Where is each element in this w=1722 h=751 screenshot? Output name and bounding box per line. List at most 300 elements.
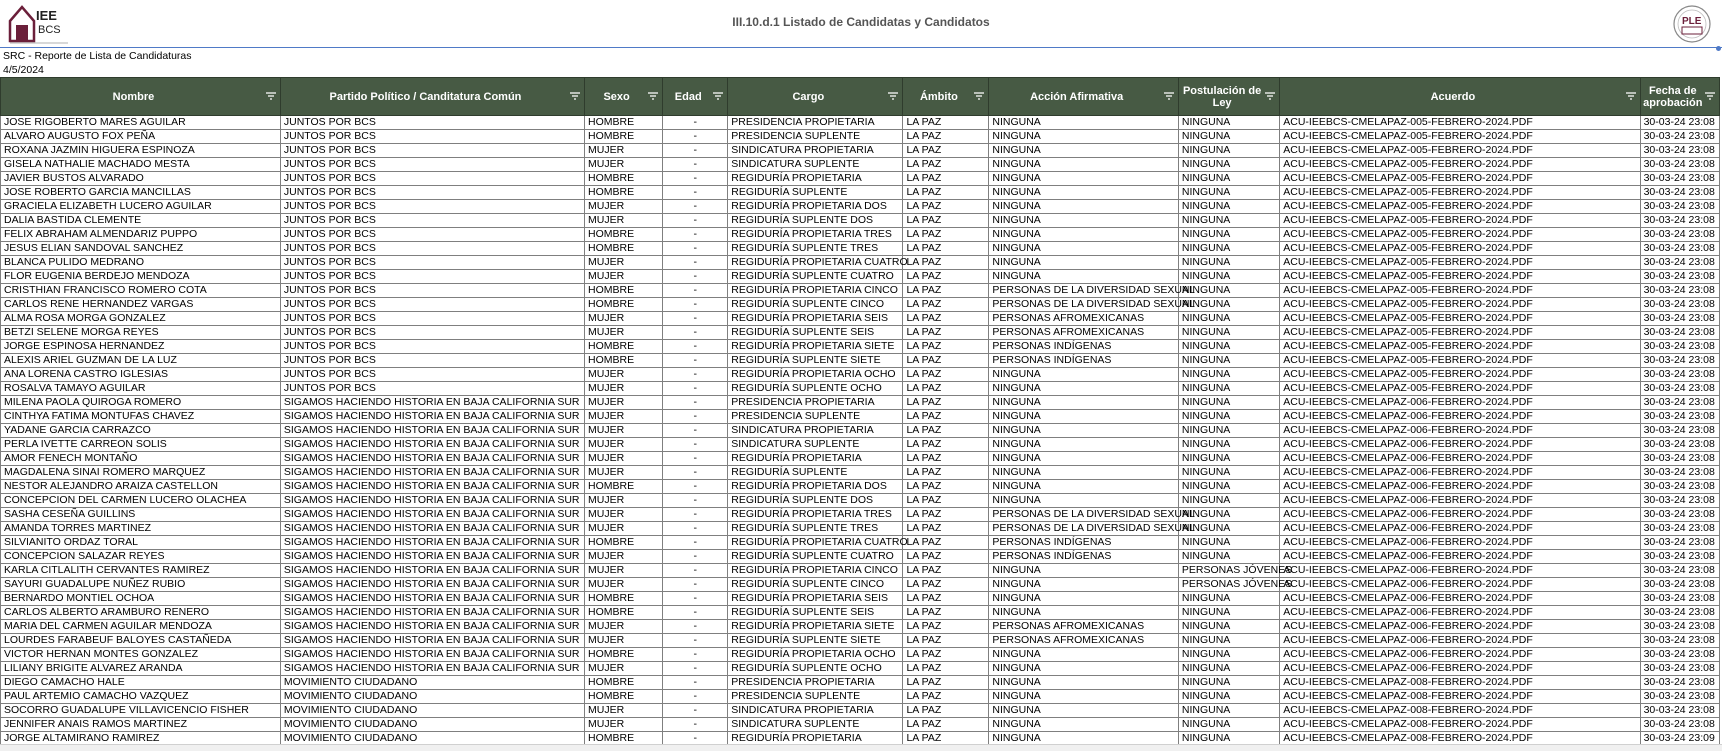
cell-cargo: PRESIDENCIA PROPIETARIA [728, 396, 903, 410]
cell-acuerdo: ACU-IEEBCS-CMELAPAZ-006-FEBRERO-2024.PDF [1280, 480, 1640, 494]
cell-ambito: LA PAZ [903, 312, 989, 326]
cell-accion-afirmativa: NINGUNA [989, 732, 1179, 746]
table-row [1, 550, 1720, 564]
cell-edad: - [663, 550, 728, 564]
cell-accion-afirmativa: NINGUNA [989, 704, 1179, 718]
cell-partido: SIGAMOS HACIENDO HISTORIA EN BAJA CALIFORNIA SUR [280, 564, 584, 578]
column-header-label: Edad [674, 90, 702, 103]
cell-fecha: 30-03-24 23:08 [1640, 564, 1719, 578]
cell-accion-afirmativa: NINGUNA [989, 410, 1179, 424]
cell-sexo: MUJER [585, 256, 663, 270]
cell-partido: SIGAMOS HACIENDO HISTORIA EN BAJA CALIFORNIA SUR [280, 508, 584, 522]
table-row [1, 690, 1720, 704]
cell-cargo: REGIDURÍA PROPIETARIA SEIS [728, 312, 903, 326]
cell-postulacion: NINGUNA [1178, 662, 1279, 676]
cell-fecha: 30-03-24 23:08 [1640, 620, 1719, 634]
cell-ambito: LA PAZ [903, 228, 989, 242]
cell-fecha: 30-03-24 23:08 [1640, 522, 1719, 536]
cell-sexo: MUJER [585, 410, 663, 424]
cell-acuerdo: ACU-IEEBCS-CMELAPAZ-005-FEBRERO-2024.PDF [1280, 214, 1640, 228]
cell-fecha: 30-03-24 23:08 [1640, 466, 1719, 480]
cell-nombre: PAUL ARTEMIO CAMACHO VAZQUEZ [1, 690, 281, 704]
cell-acuerdo: ACU-IEEBCS-CMELAPAZ-006-FEBRERO-2024.PDF [1280, 396, 1640, 410]
cell-ambito: LA PAZ [903, 732, 989, 746]
cell-edad: - [663, 690, 728, 704]
column-header-label: Nombre [112, 90, 155, 103]
cell-sexo: MUJER [585, 158, 663, 172]
cell-sexo: HOMBRE [585, 186, 663, 200]
cell-accion-afirmativa: PERSONAS DE LA DIVERSIDAD SEXUAL [989, 298, 1179, 312]
cell-accion-afirmativa: NINGUNA [989, 648, 1179, 662]
cell-accion-afirmativa: NINGUNA [989, 690, 1179, 704]
cell-partido: MOVIMIENTO CIUDADANO [280, 718, 584, 732]
cell-cargo: REGIDURÍA PROPIETARIA SIETE [728, 620, 903, 634]
cell-edad: - [663, 158, 728, 172]
cell-edad: - [663, 466, 728, 480]
cell-postulacion: NINGUNA [1178, 172, 1279, 186]
table-row [1, 312, 1720, 326]
cell-cargo: REGIDURÍA PROPIETARIA SEIS [728, 592, 903, 606]
cell-partido: JUNTOS POR BCS [280, 326, 584, 340]
cell-ambito: LA PAZ [903, 564, 989, 578]
cell-partido: JUNTOS POR BCS [280, 340, 584, 354]
cell-acuerdo: ACU-IEEBCS-CMELAPAZ-005-FEBRERO-2024.PDF [1280, 242, 1640, 256]
column-header-label: Cargo [792, 90, 825, 103]
cell-accion-afirmativa: PERSONAS INDÍGENAS [989, 550, 1179, 564]
cell-postulacion: NINGUNA [1178, 158, 1279, 172]
cell-partido: JUNTOS POR BCS [280, 186, 584, 200]
cell-acuerdo: ACU-IEEBCS-CMELAPAZ-005-FEBRERO-2024.PDF [1280, 368, 1640, 382]
cell-partido: MOVIMIENTO CIUDADANO [280, 704, 584, 718]
cell-accion-afirmativa: PERSONAS DE LA DIVERSIDAD SEXUAL [989, 522, 1179, 536]
column-header-acuerdo[interactable] [1280, 78, 1640, 116]
cell-acuerdo: ACU-IEEBCS-CMELAPAZ-006-FEBRERO-2024.PDF [1280, 620, 1640, 634]
cell-edad: - [663, 438, 728, 452]
page-title: III.10.d.1 Listado de Candidatas y Candidatos [732, 15, 990, 29]
cell-postulacion: NINGUNA [1178, 368, 1279, 382]
cell-postulacion: NINGUNA [1178, 508, 1279, 522]
cell-nombre: PERLA IVETTE CARREON SOLIS [1, 438, 281, 452]
cell-acuerdo: ACU-IEEBCS-CMELAPAZ-005-FEBRERO-2024.PDF [1280, 186, 1640, 200]
cell-acuerdo: ACU-IEEBCS-CMELAPAZ-008-FEBRERO-2024.PDF [1280, 676, 1640, 690]
cell-fecha: 30-03-24 23:08 [1640, 452, 1719, 466]
cell-edad: - [663, 172, 728, 186]
cell-edad: - [663, 620, 728, 634]
table-row [1, 648, 1720, 662]
cell-cargo: REGIDURÍA SUPLENTE SIETE [728, 634, 903, 648]
cell-nombre: SILVIANITO ORDAZ TORAL [1, 536, 281, 550]
cell-nombre: AMANDA TORRES MARTINEZ [1, 522, 281, 536]
cell-acuerdo: ACU-IEEBCS-CMELAPAZ-005-FEBRERO-2024.PDF [1280, 228, 1640, 242]
column-header-fecha[interactable] [1640, 78, 1719, 116]
cell-accion-afirmativa: NINGUNA [989, 144, 1179, 158]
cell-nombre: JENNIFER ANAIS RAMOS MARTINEZ [1, 718, 281, 732]
report-date: 4/5/2024 [3, 64, 44, 76]
table-row [1, 606, 1720, 620]
cell-ambito: LA PAZ [903, 452, 989, 466]
cell-postulacion: NINGUNA [1178, 256, 1279, 270]
cell-acuerdo: ACU-IEEBCS-CMELAPAZ-006-FEBRERO-2024.PDF [1280, 578, 1640, 592]
cell-fecha: 30-03-24 23:08 [1640, 186, 1719, 200]
filter-icon[interactable] [713, 92, 723, 100]
cell-cargo: REGIDURÍA SUPLENTE SEIS [728, 606, 903, 620]
cell-postulacion: NINGUNA [1178, 592, 1279, 606]
cell-postulacion: NINGUNA [1178, 606, 1279, 620]
table-row [1, 382, 1720, 396]
cell-partido: SIGAMOS HACIENDO HISTORIA EN BAJA CALIFORNIA SUR [280, 648, 584, 662]
cell-edad: - [663, 452, 728, 466]
filter-icon[interactable] [1705, 92, 1715, 100]
cell-nombre: JOSE ROBERTO GARCIA MANCILLAS [1, 186, 281, 200]
cell-partido: SIGAMOS HACIENDO HISTORIA EN BAJA CALIFORNIA SUR [280, 592, 584, 606]
cell-accion-afirmativa: NINGUNA [989, 592, 1179, 606]
cell-edad: - [663, 564, 728, 578]
cell-sexo: HOMBRE [585, 242, 663, 256]
table-row [1, 508, 1720, 522]
cell-ambito: LA PAZ [903, 172, 989, 186]
cell-acuerdo: ACU-IEEBCS-CMELAPAZ-006-FEBRERO-2024.PDF [1280, 410, 1640, 424]
cell-sexo: HOMBRE [585, 676, 663, 690]
column-header-accion-afirmativa[interactable] [989, 78, 1179, 116]
cell-cargo: REGIDURÍA SUPLENTE SEIS [728, 326, 903, 340]
table-row [1, 634, 1720, 648]
cell-partido: JUNTOS POR BCS [280, 298, 584, 312]
cell-sexo: MUJER [585, 396, 663, 410]
cell-edad: - [663, 382, 728, 396]
cell-nombre: DIEGO CAMACHO HALE [1, 676, 281, 690]
cell-partido: SIGAMOS HACIENDO HISTORIA EN BAJA CALIFORNIA SUR [280, 494, 584, 508]
filter-icon[interactable] [648, 92, 658, 100]
table-row [1, 214, 1720, 228]
cell-nombre: SAYURI GUADALUPE NUÑEZ RUBIO [1, 578, 281, 592]
ple-seal-logo [1668, 4, 1716, 44]
cell-partido: JUNTOS POR BCS [280, 228, 584, 242]
cell-accion-afirmativa: NINGUNA [989, 494, 1179, 508]
cell-edad: - [663, 200, 728, 214]
cell-edad: - [663, 676, 728, 690]
cell-nombre: GISELA NATHALIE MACHADO MESTA [1, 158, 281, 172]
cell-accion-afirmativa: NINGUNA [989, 116, 1179, 130]
table-row [1, 340, 1720, 354]
cell-postulacion: NINGUNA [1178, 634, 1279, 648]
cell-accion-afirmativa: NINGUNA [989, 368, 1179, 382]
column-header-ambito[interactable] [903, 78, 989, 116]
cell-sexo: MUJER [585, 662, 663, 676]
cell-fecha: 30-03-24 23:08 [1640, 662, 1719, 676]
cell-cargo: SINDICATURA PROPIETARIA [728, 704, 903, 718]
cell-sexo: MUJER [585, 634, 663, 648]
report-subtitle: SRC - Reporte de Lista de Candidaturas [3, 50, 192, 62]
cell-acuerdo: ACU-IEEBCS-CMELAPAZ-006-FEBRERO-2024.PDF [1280, 564, 1640, 578]
cell-cargo: REGIDURÍA SUPLENTE CUATRO [728, 270, 903, 284]
cell-ambito: LA PAZ [903, 382, 989, 396]
cell-cargo: REGIDURÍA SUPLENTE SIETE [728, 354, 903, 368]
cell-nombre: LILIANY BRIGITE ALVAREZ ARANDA [1, 662, 281, 676]
cell-postulacion: NINGUNA [1178, 452, 1279, 466]
cell-postulacion: NINGUNA [1178, 466, 1279, 480]
table-row [1, 298, 1720, 312]
table-header-row [1, 78, 1720, 116]
cell-cargo: SINDICATURA PROPIETARIA [728, 424, 903, 438]
cell-accion-afirmativa: NINGUNA [989, 452, 1179, 466]
cell-accion-afirmativa: NINGUNA [989, 466, 1179, 480]
table-row [1, 522, 1720, 536]
cell-edad: - [663, 634, 728, 648]
cell-acuerdo: ACU-IEEBCS-CMELAPAZ-006-FEBRERO-2024.PDF [1280, 634, 1640, 648]
cell-postulacion: NINGUNA [1178, 396, 1279, 410]
filter-icon[interactable] [888, 92, 898, 100]
cell-ambito: LA PAZ [903, 522, 989, 536]
cell-cargo: REGIDURÍA PROPIETARIA CINCO [728, 284, 903, 298]
cell-cargo: SINDICATURA SUPLENTE [728, 438, 903, 452]
cell-sexo: MUJER [585, 550, 663, 564]
cell-cargo: REGIDURÍA SUPLENTE DOS [728, 494, 903, 508]
cell-edad: - [663, 648, 728, 662]
cell-ambito: LA PAZ [903, 662, 989, 676]
cell-accion-afirmativa: NINGUNA [989, 242, 1179, 256]
table-row [1, 718, 1720, 732]
cell-fecha: 30-03-24 23:08 [1640, 172, 1719, 186]
cell-partido: SIGAMOS HACIENDO HISTORIA EN BAJA CALIFORNIA SUR [280, 606, 584, 620]
cell-edad: - [663, 256, 728, 270]
cell-edad: - [663, 732, 728, 746]
cell-ambito: LA PAZ [903, 578, 989, 592]
cell-sexo: MUJER [585, 438, 663, 452]
cell-nombre: CONCEPCION DEL CARMEN LUCERO OLACHEA [1, 494, 281, 508]
cell-postulacion: NINGUNA [1178, 354, 1279, 368]
cell-acuerdo: ACU-IEEBCS-CMELAPAZ-006-FEBRERO-2024.PDF [1280, 424, 1640, 438]
cell-ambito: LA PAZ [903, 410, 989, 424]
cell-nombre: CRISTHIAN FRANCISCO ROMERO COTA [1, 284, 281, 298]
cell-cargo: SINDICATURA SUPLENTE [728, 158, 903, 172]
column-header-cargo[interactable] [728, 78, 903, 116]
cell-postulacion: NINGUNA [1178, 718, 1279, 732]
table-row [1, 662, 1720, 676]
resize-handle[interactable] [1716, 46, 1721, 51]
cell-fecha: 30-03-24 23:08 [1640, 298, 1719, 312]
column-header-postulacion[interactable] [1178, 78, 1279, 116]
cell-fecha: 30-03-24 23:08 [1640, 578, 1719, 592]
cell-partido: JUNTOS POR BCS [280, 270, 584, 284]
cell-fecha: 30-03-24 23:08 [1640, 158, 1719, 172]
cell-acuerdo: ACU-IEEBCS-CMELAPAZ-006-FEBRERO-2024.PDF [1280, 550, 1640, 564]
cell-nombre: ALEXIS ARIEL GUZMAN DE LA LUZ [1, 354, 281, 368]
cell-partido: JUNTOS POR BCS [280, 172, 584, 186]
cell-acuerdo: ACU-IEEBCS-CMELAPAZ-006-FEBRERO-2024.PDF [1280, 438, 1640, 452]
cell-fecha: 30-03-24 23:08 [1640, 354, 1719, 368]
filter-icon[interactable] [1626, 92, 1636, 100]
cell-acuerdo: ACU-IEEBCS-CMELAPAZ-005-FEBRERO-2024.PDF [1280, 172, 1640, 186]
cell-accion-afirmativa: NINGUNA [989, 424, 1179, 438]
cell-acuerdo: ACU-IEEBCS-CMELAPAZ-006-FEBRERO-2024.PDF [1280, 466, 1640, 480]
svg-text:PLE: PLE [1682, 16, 1702, 27]
cell-partido: JUNTOS POR BCS [280, 312, 584, 326]
cell-partido: SIGAMOS HACIENDO HISTORIA EN BAJA CALIFORNIA SUR [280, 410, 584, 424]
table-row [1, 704, 1720, 718]
cell-accion-afirmativa: NINGUNA [989, 676, 1179, 690]
cell-accion-afirmativa: NINGUNA [989, 130, 1179, 144]
cell-sexo: MUJER [585, 704, 663, 718]
cell-edad: - [663, 718, 728, 732]
cell-nombre: VICTOR HERNAN MONTES GONZALEZ [1, 648, 281, 662]
cell-sexo: MUJER [585, 424, 663, 438]
cell-accion-afirmativa: NINGUNA [989, 382, 1179, 396]
cell-nombre: JESUS ELIAN SANDOVAL SANCHEZ [1, 242, 281, 256]
cell-sexo: MUJER [585, 522, 663, 536]
cell-accion-afirmativa: NINGUNA [989, 228, 1179, 242]
cell-sexo: MUJER [585, 200, 663, 214]
cell-acuerdo: ACU-IEEBCS-CMELAPAZ-006-FEBRERO-2024.PDF [1280, 648, 1640, 662]
cell-fecha: 30-03-24 23:08 [1640, 214, 1719, 228]
cell-partido: SIGAMOS HACIENDO HISTORIA EN BAJA CALIFORNIA SUR [280, 424, 584, 438]
cell-postulacion: NINGUNA [1178, 382, 1279, 396]
filter-icon[interactable] [1164, 92, 1174, 100]
cell-ambito: LA PAZ [903, 214, 989, 228]
column-header-label: Partido Político / Canditatura Común [329, 90, 522, 103]
cell-accion-afirmativa: NINGUNA [989, 480, 1179, 494]
cell-nombre: MAGDALENA SINAI ROMERO MARQUEZ [1, 466, 281, 480]
cell-ambito: LA PAZ [903, 718, 989, 732]
horizontal-scrollbar[interactable] [0, 744, 1722, 751]
cell-cargo: REGIDURÍA PROPIETARIA [728, 172, 903, 186]
cell-sexo: MUJER [585, 214, 663, 228]
cell-fecha: 30-03-24 23:08 [1640, 690, 1719, 704]
cell-nombre: ALVARO AUGUSTO FOX PEÑA [1, 130, 281, 144]
table-body [1, 116, 1720, 746]
candidates-table [0, 77, 1720, 746]
cell-nombre: CARLOS ALBERTO ARAMBURO RENERO [1, 606, 281, 620]
cell-nombre: JORGE ALTAMIRANO RAMIREZ [1, 732, 281, 746]
cell-cargo: REGIDURÍA SUPLENTE CINCO [728, 298, 903, 312]
column-header-partido[interactable] [280, 78, 584, 116]
column-header-label: Sexo [603, 90, 630, 103]
cell-ambito: LA PAZ [903, 186, 989, 200]
cell-edad: - [663, 606, 728, 620]
cell-partido: JUNTOS POR BCS [280, 116, 584, 130]
table-row [1, 480, 1720, 494]
cell-ambito: LA PAZ [903, 620, 989, 634]
cell-ambito: LA PAZ [903, 340, 989, 354]
filter-icon[interactable] [1265, 92, 1275, 100]
table-row [1, 564, 1720, 578]
cell-sexo: MUJER [585, 144, 663, 158]
cell-nombre: ROXANA JAZMIN HIGUERA ESPINOZA [1, 144, 281, 158]
cell-postulacion: NINGUNA [1178, 186, 1279, 200]
cell-partido: SIGAMOS HACIENDO HISTORIA EN BAJA CALIFORNIA SUR [280, 396, 584, 410]
cell-edad: - [663, 592, 728, 606]
cell-edad: - [663, 270, 728, 284]
table-row [1, 326, 1720, 340]
cell-ambito: LA PAZ [903, 270, 989, 284]
table-row [1, 158, 1720, 172]
cell-nombre: ROSALVA TAMAYO AGUILAR [1, 382, 281, 396]
cell-acuerdo: ACU-IEEBCS-CMELAPAZ-006-FEBRERO-2024.PDF [1280, 508, 1640, 522]
cell-acuerdo: ACU-IEEBCS-CMELAPAZ-005-FEBRERO-2024.PDF [1280, 312, 1640, 326]
cell-sexo: MUJER [585, 326, 663, 340]
cell-fecha: 30-03-24 23:08 [1640, 228, 1719, 242]
cell-nombre: AMOR FENECH MONTAÑO [1, 452, 281, 466]
cell-acuerdo: ACU-IEEBCS-CMELAPAZ-005-FEBRERO-2024.PDF [1280, 382, 1640, 396]
cell-fecha: 30-03-24 23:08 [1640, 480, 1719, 494]
cell-cargo: REGIDURÍA PROPIETARIA OCHO [728, 368, 903, 382]
cell-acuerdo: ACU-IEEBCS-CMELAPAZ-006-FEBRERO-2024.PDF [1280, 606, 1640, 620]
cell-nombre: YADANE GARCIA CARRAZCO [1, 424, 281, 438]
cell-ambito: LA PAZ [903, 480, 989, 494]
cell-sexo: HOMBRE [585, 690, 663, 704]
column-header-label: Acuerdo [1430, 90, 1476, 103]
cell-fecha: 30-03-24 23:08 [1640, 592, 1719, 606]
column-header-nombre[interactable] [1, 78, 281, 116]
cell-fecha: 30-03-24 23:09 [1640, 732, 1719, 746]
cell-sexo: MUJER [585, 312, 663, 326]
cell-fecha: 30-03-24 23:08 [1640, 256, 1719, 270]
cell-acuerdo: ACU-IEEBCS-CMELAPAZ-008-FEBRERO-2024.PDF [1280, 732, 1640, 746]
cell-edad: - [663, 662, 728, 676]
cell-ambito: LA PAZ [903, 116, 989, 130]
column-header-sexo[interactable] [585, 78, 663, 116]
cell-cargo: SINDICATURA PROPIETARIA [728, 144, 903, 158]
cell-sexo: HOMBRE [585, 284, 663, 298]
table-row [1, 592, 1720, 606]
cell-ambito: LA PAZ [903, 690, 989, 704]
filter-icon[interactable] [570, 92, 580, 100]
cell-ambito: LA PAZ [903, 508, 989, 522]
cell-ambito: LA PAZ [903, 494, 989, 508]
cell-nombre: CONCEPCION SALAZAR REYES [1, 550, 281, 564]
cell-edad: - [663, 186, 728, 200]
filter-icon[interactable] [974, 92, 984, 100]
cell-accion-afirmativa: PERSONAS AFROMEXICANAS [989, 634, 1179, 648]
cell-cargo: PRESIDENCIA SUPLENTE [728, 690, 903, 704]
cell-fecha: 30-03-24 23:08 [1640, 326, 1719, 340]
cell-cargo: REGIDURÍA PROPIETARIA SIETE [728, 340, 903, 354]
cell-ambito: LA PAZ [903, 704, 989, 718]
cell-edad: - [663, 284, 728, 298]
cell-accion-afirmativa: PERSONAS DE LA DIVERSIDAD SEXUAL [989, 284, 1179, 298]
cell-partido: SIGAMOS HACIENDO HISTORIA EN BAJA CALIFORNIA SUR [280, 480, 584, 494]
cell-accion-afirmativa: NINGUNA [989, 186, 1179, 200]
cell-partido: MOVIMIENTO CIUDADANO [280, 676, 584, 690]
cell-fecha: 30-03-24 23:08 [1640, 648, 1719, 662]
table-row [1, 284, 1720, 298]
cell-postulacion: NINGUNA [1178, 410, 1279, 424]
report-header [0, 0, 1722, 48]
cell-cargo: REGIDURÍA PROPIETARIA CUATRO [728, 256, 903, 270]
cell-postulacion: NINGUNA [1178, 438, 1279, 452]
cell-cargo: REGIDURÍA PROPIETARIA OCHO [728, 648, 903, 662]
cell-nombre: ANA LORENA CASTRO IGLESIAS [1, 368, 281, 382]
cell-ambito: LA PAZ [903, 256, 989, 270]
cell-sexo: MUJER [585, 466, 663, 480]
column-header-label: Fecha de aprobación [1643, 84, 1703, 109]
filter-icon[interactable] [266, 92, 276, 100]
cell-ambito: LA PAZ [903, 368, 989, 382]
cell-acuerdo: ACU-IEEBCS-CMELAPAZ-005-FEBRERO-2024.PDF [1280, 270, 1640, 284]
cell-acuerdo: ACU-IEEBCS-CMELAPAZ-005-FEBRERO-2024.PDF [1280, 200, 1640, 214]
cell-cargo: REGIDURÍA PROPIETARIA [728, 452, 903, 466]
table-row [1, 676, 1720, 690]
cell-postulacion: NINGUNA [1178, 242, 1279, 256]
cell-partido: SIGAMOS HACIENDO HISTORIA EN BAJA CALIFORNIA SUR [280, 578, 584, 592]
cell-edad: - [663, 480, 728, 494]
column-header-edad[interactable] [663, 78, 728, 116]
cell-accion-afirmativa: PERSONAS AFROMEXICANAS [989, 620, 1179, 634]
cell-fecha: 30-03-24 23:08 [1640, 368, 1719, 382]
cell-fecha: 30-03-24 23:08 [1640, 144, 1719, 158]
cell-partido: JUNTOS POR BCS [280, 382, 584, 396]
cell-accion-afirmativa: NINGUNA [989, 256, 1179, 270]
cell-fecha: 30-03-24 23:08 [1640, 270, 1719, 284]
